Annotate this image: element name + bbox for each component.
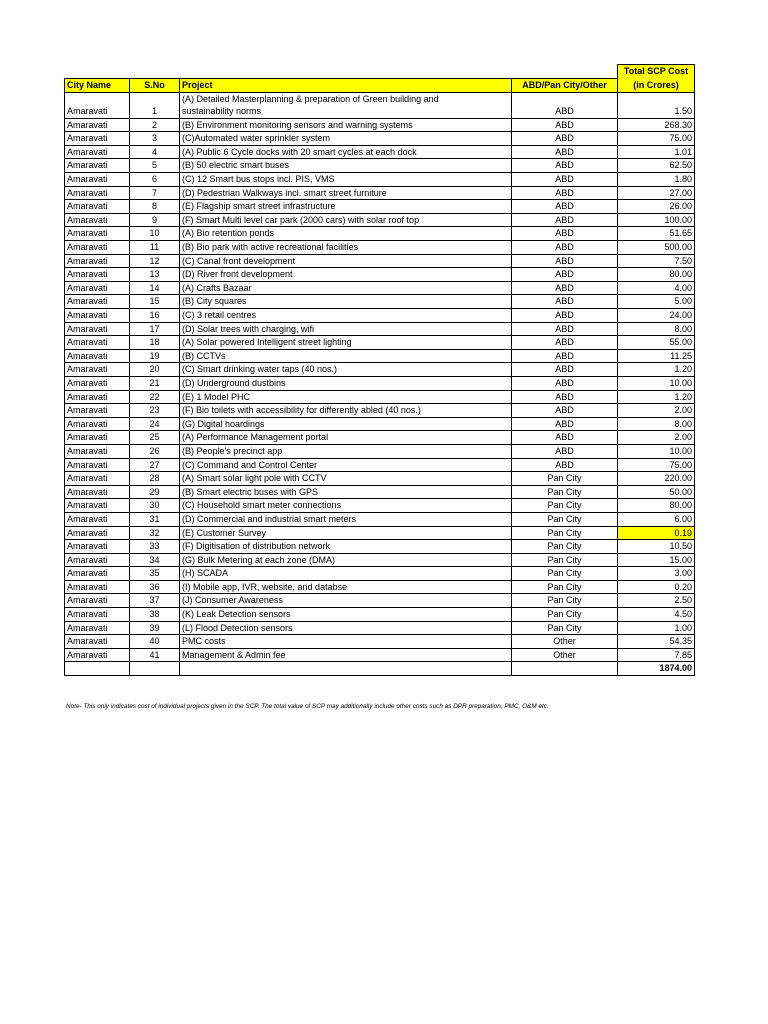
table-row bbox=[65, 444, 695, 458]
project-cell: (C) 3 retail centres bbox=[180, 309, 512, 323]
table-row bbox=[65, 553, 695, 567]
city-cell: Amaravati bbox=[65, 268, 130, 282]
type-cell: ABD bbox=[512, 268, 618, 282]
project-cell: (C) Smart drinking water taps (40 nos.) bbox=[180, 363, 512, 377]
sno-cell: 35 bbox=[130, 567, 180, 581]
cost-cell: 50.00 bbox=[618, 485, 695, 499]
table-row bbox=[65, 635, 695, 649]
cost-cell: 55.00 bbox=[618, 336, 695, 350]
city-cell: Amaravati bbox=[65, 145, 130, 159]
sno-cell: 14 bbox=[130, 281, 180, 295]
city-cell: Amaravati bbox=[65, 281, 130, 295]
cost-cell: 15.00 bbox=[618, 553, 695, 567]
total-cost-cell: 1874.00 bbox=[618, 662, 695, 676]
type-cell: ABD bbox=[512, 173, 618, 187]
type-cell: ABD bbox=[512, 159, 618, 173]
project-cell: (E) 1 Model PHC bbox=[180, 390, 512, 404]
city-cell: Amaravati bbox=[65, 390, 130, 404]
project-cell: (L) Flood Detection sensors bbox=[180, 621, 512, 635]
type-cell: Pan City bbox=[512, 485, 618, 499]
city-cell: Amaravati bbox=[65, 349, 130, 363]
city-cell: Amaravati bbox=[65, 336, 130, 350]
cost-cell: 0.19 bbox=[618, 526, 695, 540]
type-cell: Pan City bbox=[512, 553, 618, 567]
table-row bbox=[65, 472, 695, 486]
cost-cell: 1.20 bbox=[618, 363, 695, 377]
type-cell: ABD bbox=[512, 213, 618, 227]
project-cell: (D) River front development bbox=[180, 268, 512, 282]
type-cell: ABD bbox=[512, 376, 618, 390]
sno-cell: 10 bbox=[130, 227, 180, 241]
city-cell: Amaravati bbox=[65, 499, 130, 513]
table-row bbox=[65, 336, 695, 350]
type-cell: ABD bbox=[512, 444, 618, 458]
table-row bbox=[65, 621, 695, 635]
type-cell: ABD bbox=[512, 132, 618, 146]
table-row bbox=[65, 200, 695, 214]
cost-cell: 10.00 bbox=[618, 376, 695, 390]
sno-cell: 5 bbox=[130, 159, 180, 173]
city-cell: Amaravati bbox=[65, 404, 130, 418]
cost-cell: 500.00 bbox=[618, 241, 695, 255]
sno-cell: 21 bbox=[130, 376, 180, 390]
cost-cell: 27.00 bbox=[618, 186, 695, 200]
table-row bbox=[65, 580, 695, 594]
project-cell: (B) People's precinct app bbox=[180, 444, 512, 458]
type-cell: Other bbox=[512, 648, 618, 662]
sno-cell: 23 bbox=[130, 404, 180, 418]
type-cell: ABD bbox=[512, 92, 618, 118]
project-cell: Management & Admin fee bbox=[180, 648, 512, 662]
type-cell: ABD bbox=[512, 241, 618, 255]
type-cell: ABD bbox=[512, 336, 618, 350]
header-spacer bbox=[130, 65, 180, 79]
cost-cell: 2.50 bbox=[618, 594, 695, 608]
cost-cell: 7.85 bbox=[618, 648, 695, 662]
city-cell: Amaravati bbox=[65, 444, 130, 458]
project-cell: (A) Smart solar light pole with CCTV bbox=[180, 472, 512, 486]
project-cell: (G) Bulk Metering at each zone (DMA) bbox=[180, 553, 512, 567]
city-cell: Amaravati bbox=[65, 431, 130, 445]
project-cell: (C)Automated water sprinkler system bbox=[180, 132, 512, 146]
sno-cell: 37 bbox=[130, 594, 180, 608]
project-cell: (D) Underground dustbins bbox=[180, 376, 512, 390]
sno-cell: 27 bbox=[130, 458, 180, 472]
project-cell: (E) Customer Survey bbox=[180, 526, 512, 540]
type-cell: ABD bbox=[512, 254, 618, 268]
cost-cell: 24.00 bbox=[618, 309, 695, 323]
cost-cell: 51.65 bbox=[618, 227, 695, 241]
header-spacer bbox=[65, 65, 130, 79]
type-cell: Pan City bbox=[512, 608, 618, 622]
sno-cell: 25 bbox=[130, 431, 180, 445]
type-cell: ABD bbox=[512, 404, 618, 418]
city-cell: Amaravati bbox=[65, 621, 130, 635]
table-row bbox=[65, 404, 695, 418]
type-cell: ABD bbox=[512, 322, 618, 336]
sno-cell: 19 bbox=[130, 349, 180, 363]
city-cell: Amaravati bbox=[65, 472, 130, 486]
sno-cell: 9 bbox=[130, 213, 180, 227]
project-cell: (D) Commercial and industrial smart meters bbox=[180, 512, 512, 526]
city-cell: Amaravati bbox=[65, 580, 130, 594]
cost-cell: 1.00 bbox=[618, 621, 695, 635]
table-row bbox=[65, 431, 695, 445]
project-cell: (A) Bio retention ponds bbox=[180, 227, 512, 241]
city-cell: Amaravati bbox=[65, 200, 130, 214]
city-cell: Amaravati bbox=[65, 173, 130, 187]
table-row bbox=[65, 173, 695, 187]
project-cell-line: sustainability norms bbox=[182, 106, 262, 117]
cost-cell: 80.00 bbox=[618, 268, 695, 282]
scp-cost-table bbox=[64, 64, 695, 676]
sno-cell: 16 bbox=[130, 309, 180, 323]
table-row bbox=[65, 268, 695, 282]
cost-cell: 80.00 bbox=[618, 499, 695, 513]
city-cell: Amaravati bbox=[65, 540, 130, 554]
sno-cell: 4 bbox=[130, 145, 180, 159]
table-row bbox=[65, 567, 695, 581]
table-row bbox=[65, 648, 695, 662]
cost-cell: 4.50 bbox=[618, 608, 695, 622]
cost-cell: 3.00 bbox=[618, 567, 695, 581]
cost-cell: 54.35 bbox=[618, 635, 695, 649]
type-cell: Pan City bbox=[512, 512, 618, 526]
type-cell: ABD bbox=[512, 145, 618, 159]
sno-cell: 2 bbox=[130, 118, 180, 132]
total-row-empty-cell bbox=[180, 662, 512, 676]
city-cell: Amaravati bbox=[65, 376, 130, 390]
cost-cell: 268.30 bbox=[618, 118, 695, 132]
table-row bbox=[65, 254, 695, 268]
city-cell: Amaravati bbox=[65, 648, 130, 662]
table-row bbox=[65, 512, 695, 526]
cost-cell: 1.20 bbox=[618, 390, 695, 404]
table-row bbox=[65, 145, 695, 159]
project-cell: (F) Smart Multi level car park (2000 cars) with solar roof top bbox=[180, 213, 512, 227]
sno-cell: 24 bbox=[130, 417, 180, 431]
table-row bbox=[65, 363, 695, 377]
cost-cell: 11.25 bbox=[618, 349, 695, 363]
cost-cell: 62.50 bbox=[618, 159, 695, 173]
type-cell: ABD bbox=[512, 186, 618, 200]
sno-cell: 18 bbox=[130, 336, 180, 350]
table-row bbox=[65, 485, 695, 499]
sno-cell: 17 bbox=[130, 322, 180, 336]
cost-cell: 1.01 bbox=[618, 145, 695, 159]
cost-cell: 0.20 bbox=[618, 580, 695, 594]
project-cell bbox=[180, 92, 512, 118]
table-row bbox=[65, 349, 695, 363]
table-row bbox=[65, 281, 695, 295]
project-cell: (K) Leak Detection sensors bbox=[180, 608, 512, 622]
type-cell: Pan City bbox=[512, 526, 618, 540]
sno-cell: 8 bbox=[130, 200, 180, 214]
table-row bbox=[65, 594, 695, 608]
city-cell: Amaravati bbox=[65, 635, 130, 649]
city-cell: Amaravati bbox=[65, 567, 130, 581]
project-cell: (E) Flagship smart street infrastructure bbox=[180, 200, 512, 214]
project-cell: (B) City squares bbox=[180, 295, 512, 309]
type-cell: ABD bbox=[512, 281, 618, 295]
cost-cell: 1.80 bbox=[618, 173, 695, 187]
project-cell: (D) Pedestrian Walkways incl. smart street furniture bbox=[180, 186, 512, 200]
sno-cell: 29 bbox=[130, 485, 180, 499]
sno-cell: 7 bbox=[130, 186, 180, 200]
city-cell: Amaravati bbox=[65, 309, 130, 323]
sno-cell: 28 bbox=[130, 472, 180, 486]
cost-cell: 2.00 bbox=[618, 404, 695, 418]
table-row bbox=[65, 458, 695, 472]
project-cell: (A) Performance Management portal bbox=[180, 431, 512, 445]
table-row bbox=[65, 540, 695, 554]
sno-cell: 36 bbox=[130, 580, 180, 594]
city-cell: Amaravati bbox=[65, 485, 130, 499]
cost-cell: 2.00 bbox=[618, 431, 695, 445]
cost-cell: 75.00 bbox=[618, 132, 695, 146]
table-row bbox=[65, 227, 695, 241]
type-cell: Pan City bbox=[512, 594, 618, 608]
sno-cell: 33 bbox=[130, 540, 180, 554]
cost-cell: 6.00 bbox=[618, 512, 695, 526]
table-row bbox=[65, 118, 695, 132]
project-cell: (C) Household smart meter connections bbox=[180, 499, 512, 513]
footnote: Note- This only indicates cost of individual projects given in the SCP. The total value of SCP may additionally include other costs such as DPR preparation, PMC, O&M etc. bbox=[66, 703, 549, 710]
total-row-empty-cell bbox=[512, 662, 618, 676]
city-cell: Amaravati bbox=[65, 159, 130, 173]
sno-cell: 41 bbox=[130, 648, 180, 662]
cost-cell: 5.00 bbox=[618, 295, 695, 309]
sno-cell: 31 bbox=[130, 512, 180, 526]
table-row bbox=[65, 322, 695, 336]
table-row bbox=[65, 526, 695, 540]
city-cell: Amaravati bbox=[65, 241, 130, 255]
type-cell: Pan City bbox=[512, 580, 618, 594]
sno-cell: 11 bbox=[130, 241, 180, 255]
type-cell: ABD bbox=[512, 349, 618, 363]
project-cell: PMC costs bbox=[180, 635, 512, 649]
type-cell: Pan City bbox=[512, 621, 618, 635]
cost-cell: 4.00 bbox=[618, 281, 695, 295]
project-cell: (F) Digitisation of distribution network bbox=[180, 540, 512, 554]
sno-cell: 38 bbox=[130, 608, 180, 622]
type-cell: Pan City bbox=[512, 567, 618, 581]
city-cell: Amaravati bbox=[65, 594, 130, 608]
type-cell: ABD bbox=[512, 295, 618, 309]
cost-cell: 10.00 bbox=[618, 444, 695, 458]
project-cell: (B) Smart electric buses with GPS bbox=[180, 485, 512, 499]
city-cell: Amaravati bbox=[65, 227, 130, 241]
table-row bbox=[65, 309, 695, 323]
type-cell: Other bbox=[512, 635, 618, 649]
sno-cell: 15 bbox=[130, 295, 180, 309]
cost-cell: 220.00 bbox=[618, 472, 695, 486]
cost-cell: 1.50 bbox=[618, 92, 695, 118]
table-row bbox=[65, 417, 695, 431]
type-cell: ABD bbox=[512, 417, 618, 431]
project-cell: (C) Command and Control Center bbox=[180, 458, 512, 472]
header-spacer bbox=[180, 65, 512, 79]
project-cell: (F) Bio toilets with accessibility for differently abled (40 nos.) bbox=[180, 404, 512, 418]
cost-cell: 8.00 bbox=[618, 322, 695, 336]
table-row bbox=[65, 241, 695, 255]
header-city-name: City Name bbox=[65, 78, 130, 92]
table-row bbox=[65, 295, 695, 309]
project-cell: (H) SCADA bbox=[180, 567, 512, 581]
cost-cell: 7.50 bbox=[618, 254, 695, 268]
city-cell: Amaravati bbox=[65, 186, 130, 200]
project-cell-line: (A) Detailed Masterplanning & preparation of Green building and bbox=[182, 93, 439, 104]
sno-cell: 40 bbox=[130, 635, 180, 649]
cost-cell: 26.00 bbox=[618, 200, 695, 214]
type-cell: Pan City bbox=[512, 540, 618, 554]
type-cell: ABD bbox=[512, 363, 618, 377]
project-cell: (B) 50 electric smart buses bbox=[180, 159, 512, 173]
sno-cell: 26 bbox=[130, 444, 180, 458]
table-row bbox=[65, 376, 695, 390]
project-cell: (C) Canal front development bbox=[180, 254, 512, 268]
type-cell: ABD bbox=[512, 227, 618, 241]
city-cell: Amaravati bbox=[65, 526, 130, 540]
sno-cell: 3 bbox=[130, 132, 180, 146]
sno-cell: 13 bbox=[130, 268, 180, 282]
table-row bbox=[65, 390, 695, 404]
table-row bbox=[65, 186, 695, 200]
city-cell: Amaravati bbox=[65, 295, 130, 309]
city-cell: Amaravati bbox=[65, 322, 130, 336]
sno-cell: 1 bbox=[130, 92, 180, 118]
table-row bbox=[65, 132, 695, 146]
header-sno: S.No bbox=[130, 78, 180, 92]
city-cell: Amaravati bbox=[65, 512, 130, 526]
city-cell: Amaravati bbox=[65, 417, 130, 431]
project-cell: (A) Public 6 Cycle docks with 20 smart cycles at each dock bbox=[180, 145, 512, 159]
project-cell: (J) Consumer Awareness bbox=[180, 594, 512, 608]
table-row bbox=[65, 159, 695, 173]
type-cell: ABD bbox=[512, 390, 618, 404]
type-cell: ABD bbox=[512, 431, 618, 445]
project-cell: (B) Bio park with active recreational facilities bbox=[180, 241, 512, 255]
sno-cell: 34 bbox=[130, 553, 180, 567]
city-cell: Amaravati bbox=[65, 92, 130, 118]
sno-cell: 32 bbox=[130, 526, 180, 540]
type-cell: ABD bbox=[512, 458, 618, 472]
project-cell: (B) Environment monitoring sensors and warning systems bbox=[180, 118, 512, 132]
header-project: Project bbox=[180, 78, 512, 92]
total-row-empty-cell bbox=[130, 662, 180, 676]
header-total-cost-line1: Total SCP Cost bbox=[618, 65, 695, 79]
table-row bbox=[65, 92, 695, 118]
city-cell: Amaravati bbox=[65, 458, 130, 472]
city-cell: Amaravati bbox=[65, 213, 130, 227]
sno-cell: 39 bbox=[130, 621, 180, 635]
type-cell: Pan City bbox=[512, 499, 618, 513]
sno-cell: 12 bbox=[130, 254, 180, 268]
city-cell: Amaravati bbox=[65, 608, 130, 622]
table-row bbox=[65, 499, 695, 513]
project-cell: (G) Digital hoardings bbox=[180, 417, 512, 431]
city-cell: Amaravati bbox=[65, 132, 130, 146]
city-cell: Amaravati bbox=[65, 118, 130, 132]
city-cell: Amaravati bbox=[65, 553, 130, 567]
type-cell: Pan City bbox=[512, 472, 618, 486]
type-cell: ABD bbox=[512, 118, 618, 132]
total-row-empty-cell bbox=[65, 662, 130, 676]
type-cell: ABD bbox=[512, 309, 618, 323]
project-cell: (A) Solar powered Intelligent street lighting bbox=[180, 336, 512, 350]
cost-cell: 10.50 bbox=[618, 540, 695, 554]
project-cell: (I) Mobile app, IVR, website, and databse bbox=[180, 580, 512, 594]
sno-cell: 6 bbox=[130, 173, 180, 187]
table-row bbox=[65, 608, 695, 622]
cost-cell: 75.00 bbox=[618, 458, 695, 472]
project-cell: (C) 12 Smart bus stops incl. PIS, VMS bbox=[180, 173, 512, 187]
type-cell: ABD bbox=[512, 200, 618, 214]
sno-cell: 20 bbox=[130, 363, 180, 377]
cost-cell: 100.00 bbox=[618, 213, 695, 227]
project-cell: (D) Solar trees with charging, wifi bbox=[180, 322, 512, 336]
city-cell: Amaravati bbox=[65, 254, 130, 268]
sno-cell: 30 bbox=[130, 499, 180, 513]
header-spacer bbox=[512, 65, 618, 79]
table-row bbox=[65, 213, 695, 227]
cost-cell: 8.00 bbox=[618, 417, 695, 431]
project-cell: (B) CCTVs bbox=[180, 349, 512, 363]
sno-cell: 22 bbox=[130, 390, 180, 404]
header-type: ABD/Pan City/Other bbox=[512, 78, 618, 92]
total-row bbox=[65, 662, 695, 676]
project-cell: (A) Crafts Bazaar bbox=[180, 281, 512, 295]
header-total-cost-line2: (in Crores) bbox=[618, 78, 695, 92]
city-cell: Amaravati bbox=[65, 363, 130, 377]
